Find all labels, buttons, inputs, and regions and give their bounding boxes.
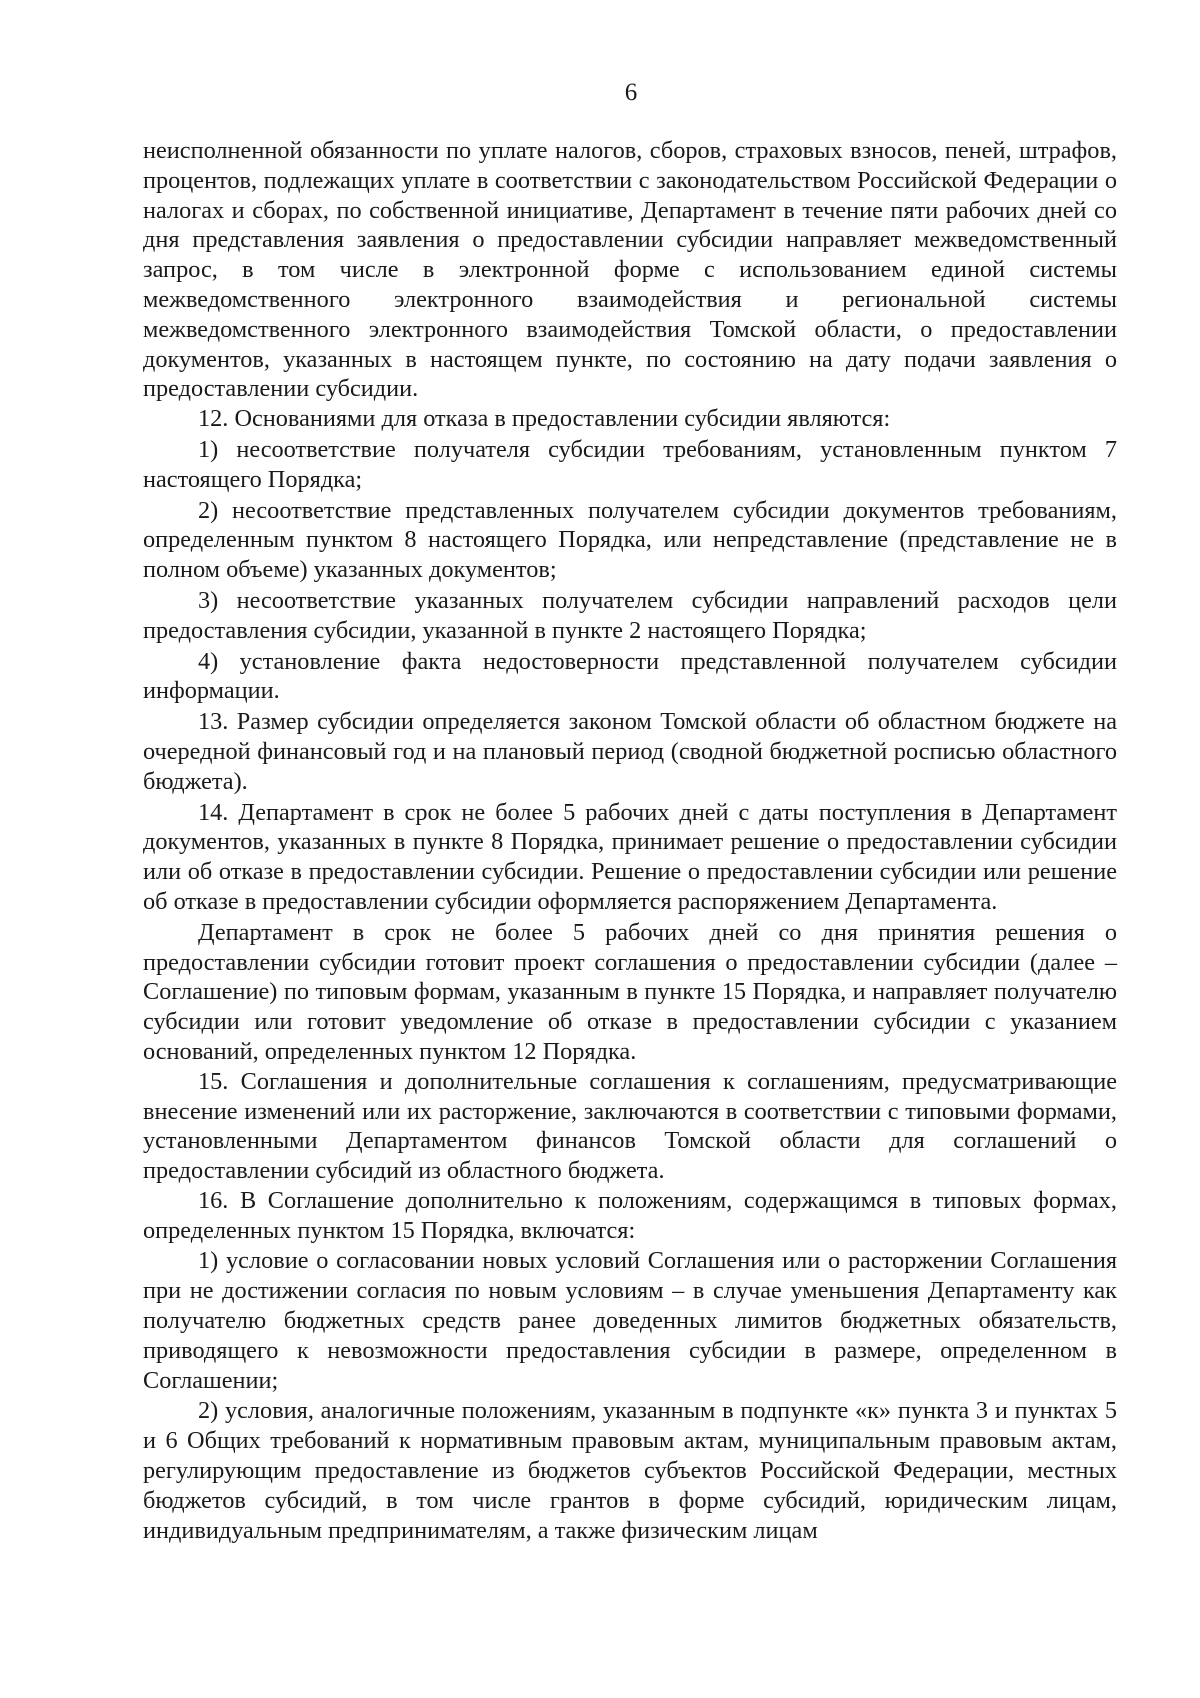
paragraph-item-16-2: 2) условия, аналогичные положениям, указанным в подпункте «к» пункта 3 и пунктах 5 и 6 Общих требований к нормативным правовым актам, муниципальным правовым актам, регулирующим предоставление из бюджетов субъектов Российской Федерации, местных бюджетов субсидий, в том числе грантов в форме субсидий, юридическим лицам, индивидуальным предпринимателям, а также физическим лицам [143,1397,1117,1544]
document-body [143,136,1117,1545]
paragraph-item-12-4: 4) установление факта недостоверности представленной получателем субсидии информации. [143,647,1117,705]
paragraph-item-15: 15. Соглашения и дополнительные соглашения к соглашениям, предусматривающие внесение изменений или их расторжение, заключаются в соответствии с типовыми формами, установленными Департаментом финансов Томской области для соглашений о предоставлении субсидий из областного бюджета. [143,1067,1117,1185]
paragraph-item-12-1: 1) несоответствие получателя субсидии требованиям, установленным пунктом 7 настоящего Порядка; [143,435,1117,493]
paragraph-item-12-2: 2) несоответствие представленных получателем субсидии документов требованиям, определенным пунктом 8 настоящего Порядка, или непредставление (представление не в полном объеме) указанных документов; [143,496,1117,584]
paragraph-item-16-1: 1) условие о согласовании новых условий Соглашения или о расторжении Соглашения при не достижении согласия по новым условиям – в случае уменьшения Департаменту как получателю бюджетных средств ранее доведенных лимитов бюджетных обязательств, приводящего к невозможности предоставления субсидии в размере, определенном в Соглашении; [143,1247,1117,1394]
paragraph-item-12: 12. Основаниями для отказа в предоставлении субсидии являются: [198,405,891,433]
paragraph-item-13: 13. Размер субсидии определяется законом Томской области об областном бюджете на очередной финансовый год и на плановый период (сводной бюджетной росписью областного бюджета). [143,708,1117,795]
paragraph-item-16: 16. В Соглашение дополнительно к положениям, содержащимся в типовых формах, определенных пунктом 15 Порядка, включатся: [143,1186,1117,1244]
paragraph-item-12-3: 3) несоответствие указанных получателем субсидии направлений расходов цели предоставления субсидии, указанной в пункте 2 настоящего Порядка; [143,586,1117,644]
paragraph-continuation: неисполненной обязанности по уплате налогов, сборов, страховых взносов, пеней, штрафов, процентов, подлежащих уплате в соответствии с законодательством Российской Федерации о налогах и сборах, по собственной инициативе, Департамент в течение пяти рабочих дней со дня представления заявления о предоставлении субсидии направляет межведомственный запрос, в том числе в электронной форме с использованием единой системы межведомственного электронного взаимодействия и региональной системы межведомственного электронного взаимодействия Томской области, о предоставлении документов, указанных в настоящем пункте, по состоянию на дату подачи заявления о предоставлении субсидии. [143,137,1117,403]
page-number: 6 [624,79,638,106]
paragraph-item-14-department: Департамент в срок не более 5 рабочих дней со дня принятия решения о предоставлении субсидии готовит проект соглашения о предоставлении субсидии (далее – Соглашение) по типовым формам, указанным в пункте 15 Порядка, и направляет получателю субсидии или готовит уведомление об отказе в предоставлении субсидии с указанием оснований, определенных пунктом 12 Порядка. [143,918,1117,1065]
paragraph-item-14: 14. Департамент в срок не более 5 рабочих дней с даты поступления в Департамент документов, указанных в пункте 8 Порядка, принимает решение о предоставлении субсидии или об отказе в предоставлении субсидии. Решение о предоставлении субсидии или решение об отказе в предоставлении субсидии оформляется распоряжением Департамента. [143,798,1117,915]
